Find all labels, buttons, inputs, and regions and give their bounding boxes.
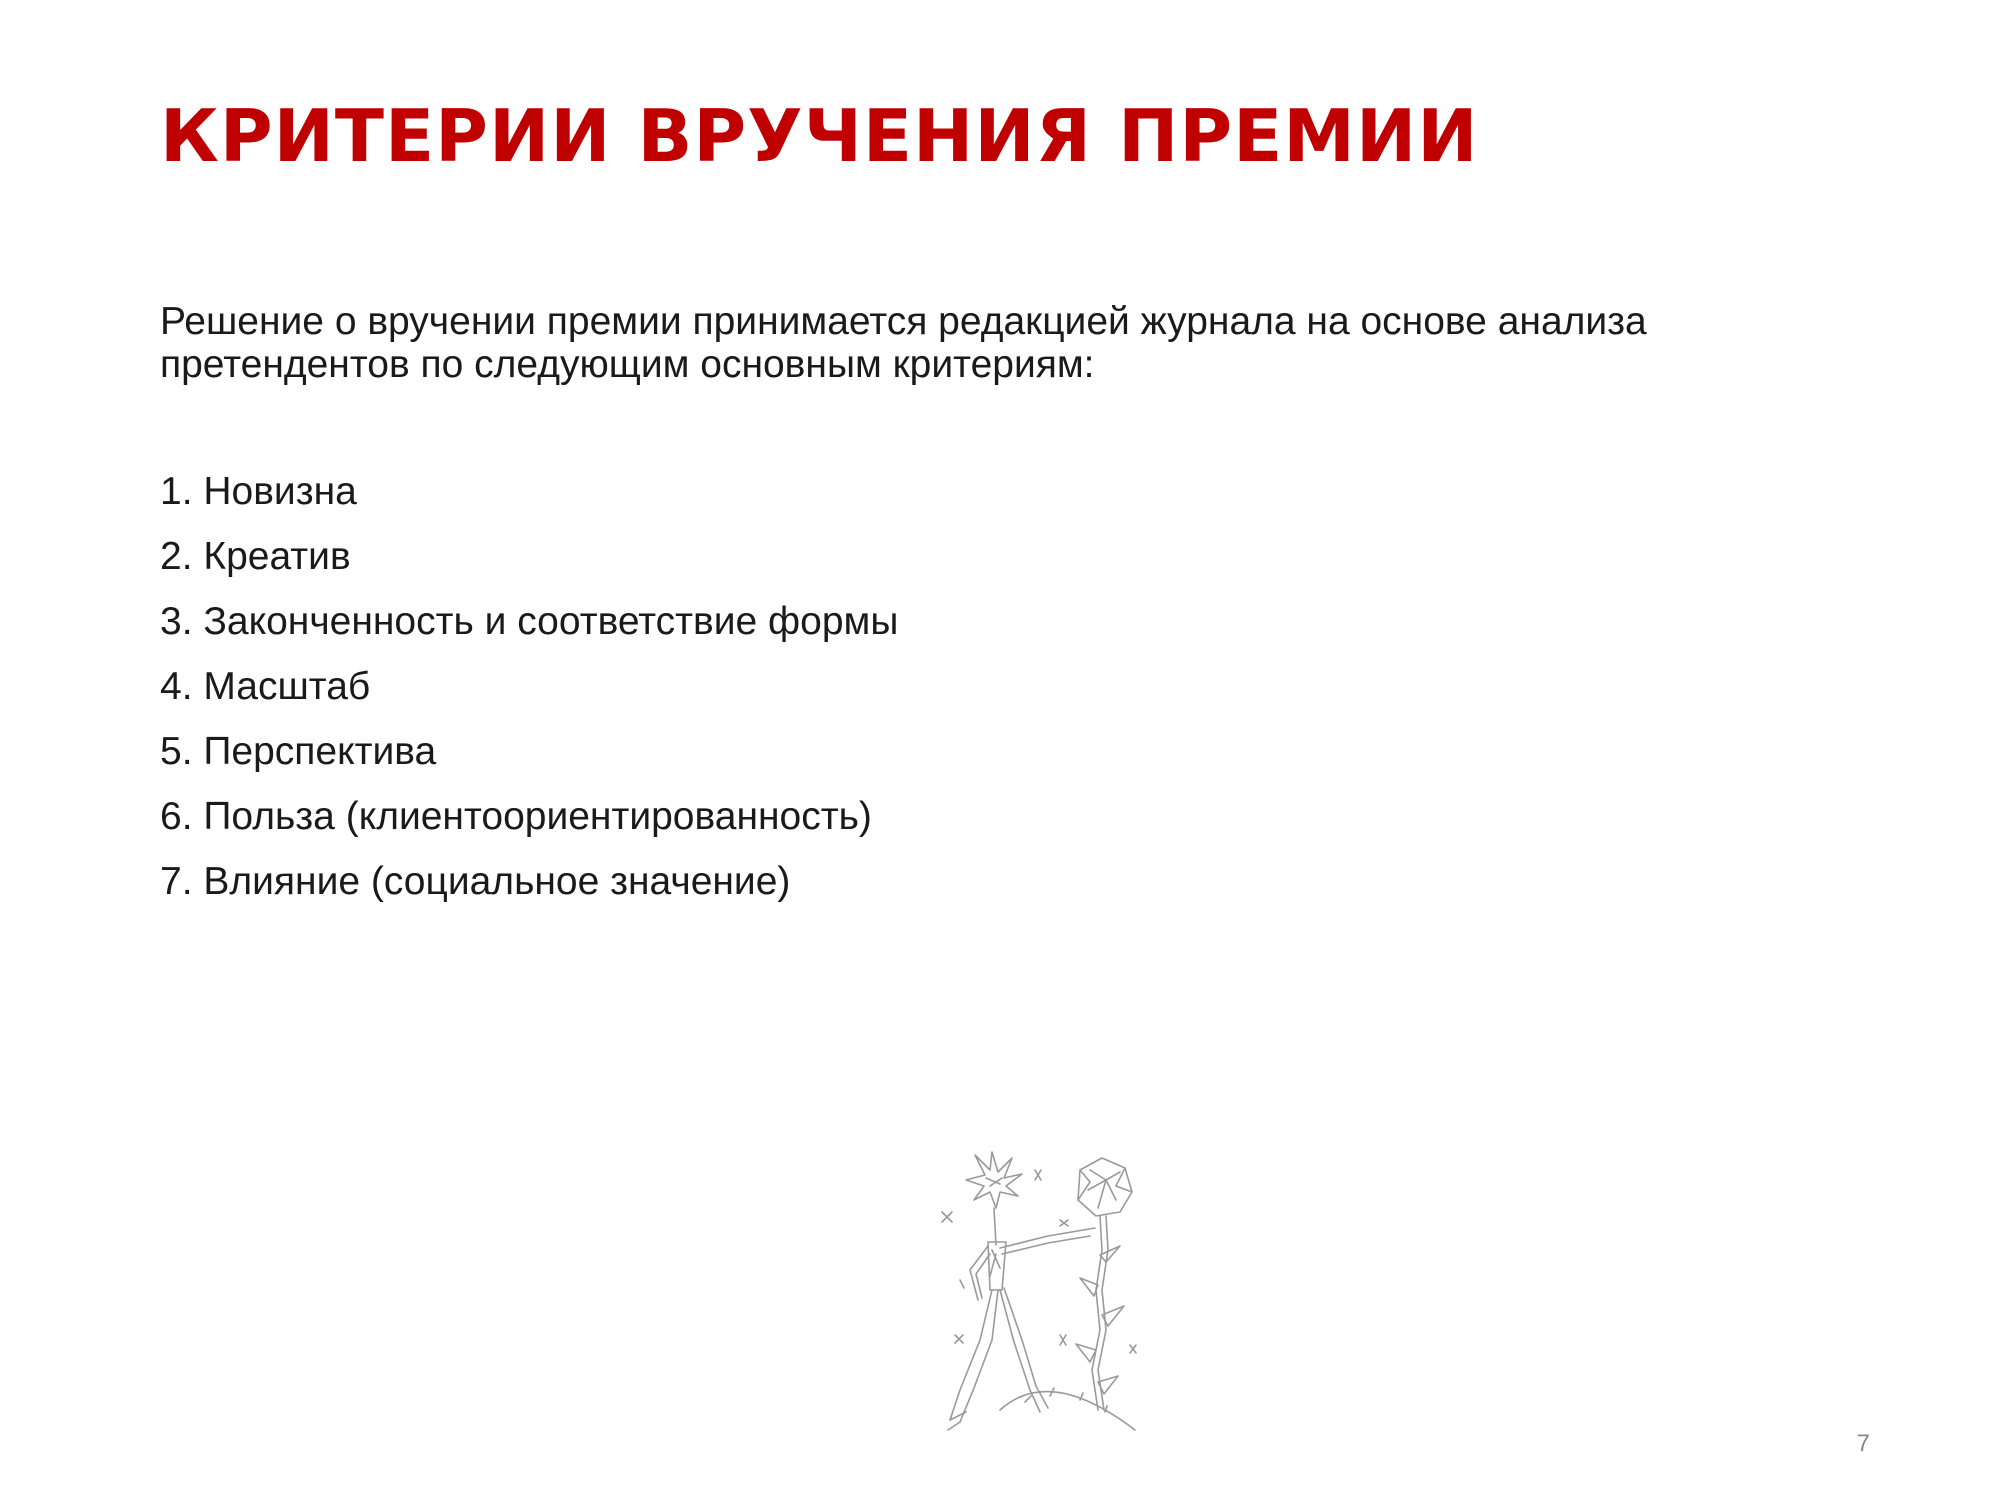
sketch-ground bbox=[1000, 1392, 1135, 1430]
criteria-item-3: 3. Законченность и соответствие формы bbox=[160, 600, 899, 643]
criteria-item-4: 4. Масштаб bbox=[160, 665, 371, 708]
criteria-item-1: 1. Новизна bbox=[160, 470, 357, 513]
sketch-thistle-head bbox=[966, 1152, 1022, 1208]
intro-line-1: Решение о вручении премии принимается редакцией журнала на основе анализа bbox=[160, 300, 1647, 343]
criteria-item-7: 7. Влияние (социальное значение) bbox=[160, 860, 791, 903]
intro-line-2: претендентов по следующим основным критериям: bbox=[160, 343, 1095, 386]
page-number: 7 bbox=[1856, 1430, 1870, 1457]
sketch-flower bbox=[1078, 1158, 1132, 1216]
criteria-list bbox=[160, 470, 898, 925]
criteria-item-6: 6. Польза (клиентоориентированность) bbox=[160, 795, 872, 838]
sketch-illustration bbox=[930, 1150, 1150, 1440]
criteria-item-5: 5. Перспектива bbox=[160, 730, 437, 773]
slide-title: КРИТЕРИИ ВРУЧЕНИЯ ПРЕМИИ bbox=[160, 94, 1479, 178]
intro-paragraph bbox=[160, 300, 1720, 386]
criteria-item-2: 2. Креатив bbox=[160, 535, 351, 578]
